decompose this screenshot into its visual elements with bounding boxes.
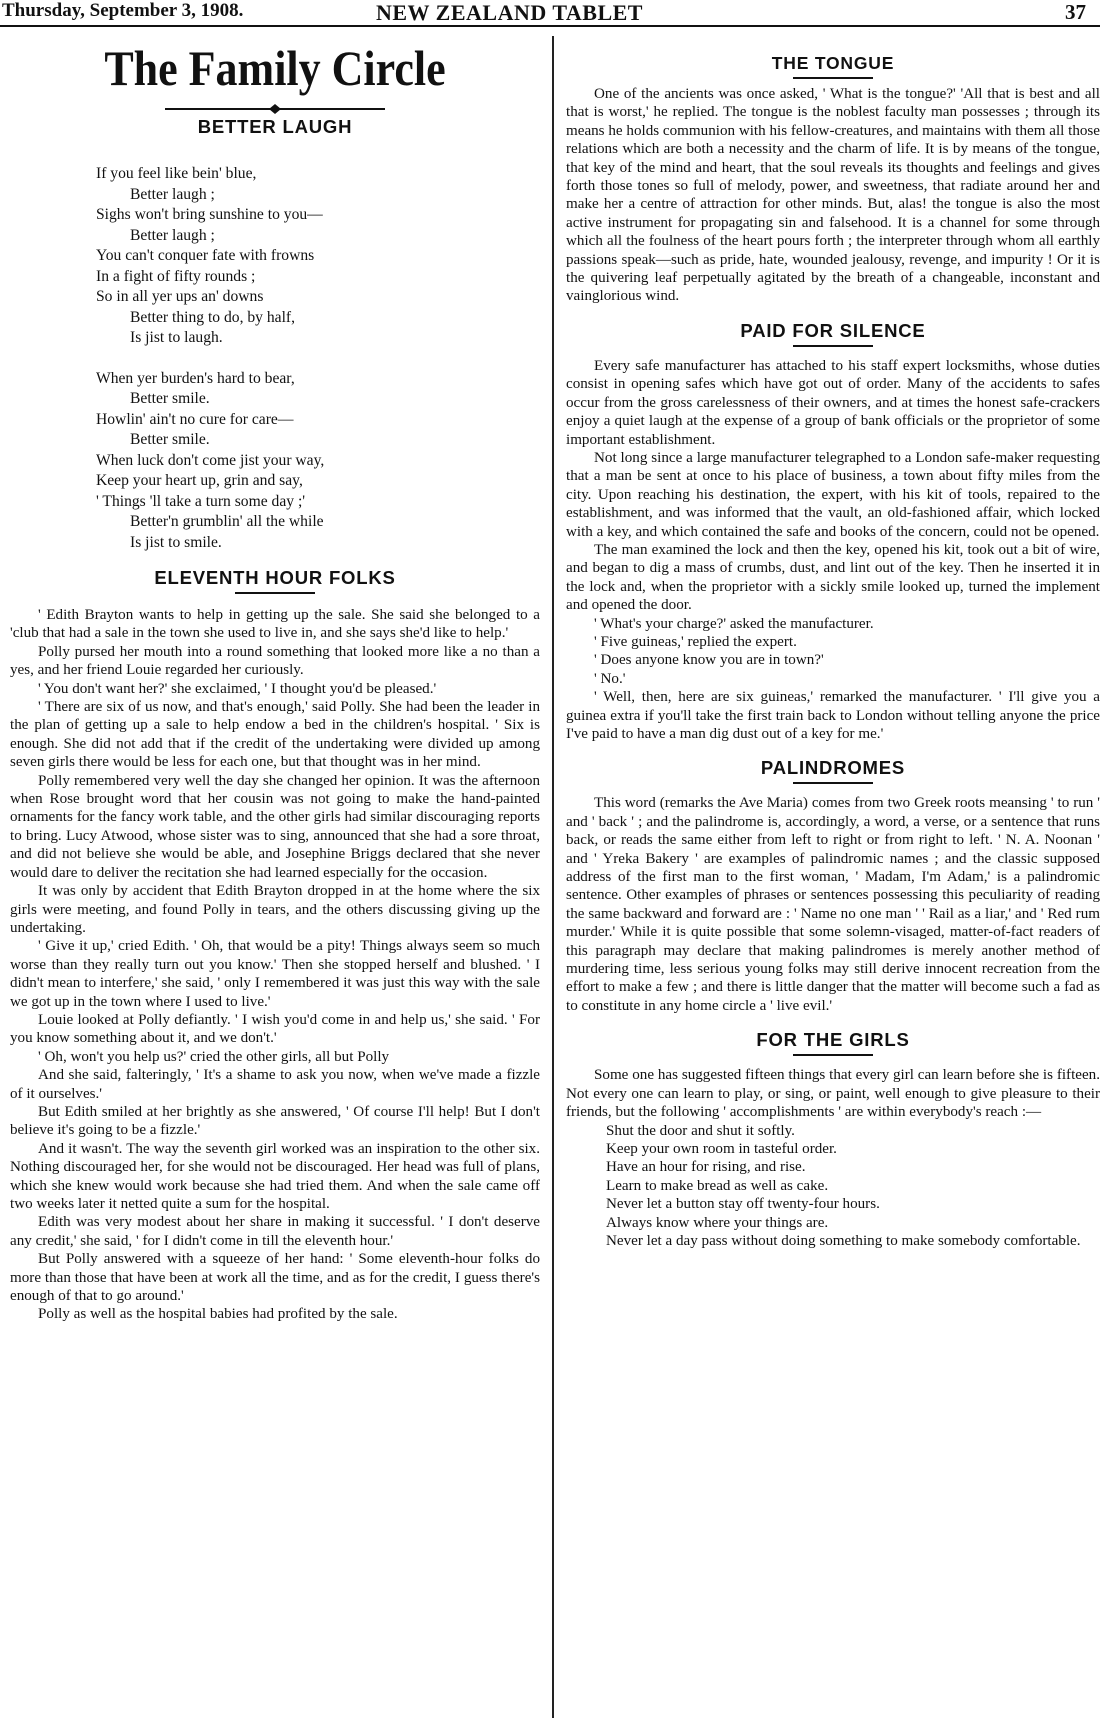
poem-line: Better laugh ; — [130, 226, 215, 244]
poem-line: When yer burden's hard to bear, — [96, 369, 295, 387]
palindromes-heading: PALINDROMES — [760, 757, 906, 779]
tongue-heading: THE TONGUE — [771, 53, 895, 73]
accomplishment-item: Learn to make bread as well as cake. — [606, 1177, 829, 1194]
story-paragraph: ' Oh, won't you help us?' cried the other girls, all but Polly — [38, 1048, 390, 1065]
poem-line: Howlin' ain't no cure for care— — [96, 410, 294, 428]
poem-line: So in all yer ups an' downs — [96, 288, 264, 305]
silence-paragraph: ' No.' — [594, 670, 626, 687]
silence-paragraph: The man examined the lock and then the key, opened his kit, took out a bit of wire, and began to dig a mass of crumbs, dust, and lint out of the key. Then he inserted it in the lock and, when the proprietor with a sickly smile looked up, turned the implement and opened the door. — [566, 541, 1100, 614]
story-paragraph: ' You don't want her?' she exclaimed, ' I thought you'd be pleased.' — [38, 680, 437, 697]
heading-rule — [235, 592, 315, 594]
palindromes-paragraph: This word (remarks the Ave Maria) comes from two Greek roots meansing ' to run ' and ' back ' ; and the palindrome is, accordingly, a word, a verse, or a sentence that runs back, or reads the same either from left to right or from right to left. ' N. A. Noonan ' and ' Yreka Bakery ' are examples of palindromic names ; and the classic supposed address of the first man to the first woman, ' Madam, I'm Adam,' is a palindromic sentence. Other examples of phrases or sentences possessing this peculiarity of reading the same backward and forward are : ' Name no one man ' ' Rail as a liar,' and ' Red rum murder.' While it is quite possible that some solemn-visaged, matter-of-fact readers of this paragraph may declare that making palindromes is merely another method of murdering time, less serious young folks may still derive innocent recreation from the effort to make a few ; and there is little danger that the matter will become such a fad as to constitute in any home circle a ' live evil.' — [566, 795, 1100, 1014]
poem-line: Better'n grumblin' all the while — [130, 513, 324, 530]
story-paragraph: Polly pursed her mouth into a round something that looked more like a no than a yes, and her friend Louie regarded her curiously. — [10, 643, 540, 679]
silence-paragraph: Not long since a large manufacturer telegraphed to a London safe-maker requesting that a man be sent at once to his place of business, a town about fifty miles from the city. Upon reaching his destination, the expert, with his kit of tools, repaired to the establishment, and was informed that the vault, an old-fashioned affair, which locked with a key, and which contained the safe and books of the concern, could not be opened. — [566, 449, 1100, 540]
story-paragraph: It was only by accident that Edith Brayton dropped in at the home where the six girls were meeting, and found Polly in tears, and the others discussing giving up the undertaking. — [10, 883, 540, 936]
heading-rule — [793, 77, 873, 79]
diamond-rule-ornament — [165, 104, 385, 114]
poem-line: In a fight of fifty rounds ; — [96, 267, 256, 285]
accomplishment-item: Have an hour for rising, and rise. — [606, 1159, 806, 1176]
silence-paragraph: ' Five guineas,' replied the expert. — [594, 633, 797, 650]
poem-line: Is jist to laugh. — [130, 329, 223, 346]
tongue-paragraph: One of the ancients was once asked, ' What is the tongue?' 'All that is best and all that is worst,' he replied. The tongue is the noblest faculty man possesses ; through its means he holds communion with his fellow-creatures, and maintains with them all those relations which are both a necessity and the charm of life. It is by means of the tongue, that key of the mind and heart, that the soul reveals its thoughts and feelings and gives forth those tones so full of melody, power, and sweetness, that radiate around her and make her a centre of attraction for other minds. But, alas! the tongue is also the most active instrument for propagating sin and falsehood. It is a channel for some through which all the foulness of the heart pours forth ; the interpreter through whom all earthly passions speak—such as pride, hate, wounded jealousy, revenge, and impurity ! Or it is the quivering leaf perpetually agitated by the breath of a changeable, inconstant and vainglorious wind. — [566, 86, 1100, 305]
accomplishment-item: Shut the door and shut it softly. — [606, 1122, 795, 1139]
column-divider — [552, 36, 554, 1718]
poem-line: You can't conquer fate with frowns — [96, 247, 315, 264]
silence-body — [566, 357, 1100, 744]
left-column — [10, 30, 540, 1718]
issue-date: Thursday, September 3, 1908. — [2, 0, 244, 21]
story-paragraph: Louie looked at Polly defiantly. ' I wish you'd come in and help us,' she said. ' For you know something about it, and we don't.' — [10, 1011, 540, 1047]
story-paragraph: ' Edith Brayton wants to help in getting up the sale. She said she belonged to a 'club that had a sale in the town she used to live in, and she says she'd like to help.' — [10, 607, 540, 642]
heading-rule — [793, 782, 873, 784]
poem — [96, 164, 540, 553]
accomplishment-item: Never let a day pass without doing something to make somebody comfortable. — [606, 1232, 1081, 1249]
poem-line: When luck don't come jist your way, — [96, 451, 325, 469]
accomplishment-item: Always know where your things are. — [606, 1214, 829, 1231]
girls-intro: Some one has suggested fifteen things that every girl can learn before she is fifteen. Not every one can learn to play, or sing, or paint, well enough to give pleasure to their friends, but the following ' accomplishments ' are within everybody's reach :— — [566, 1067, 1100, 1121]
story-body — [10, 606, 540, 1324]
silence-paragraph: ' Does anyone know you are in town?' — [594, 652, 824, 669]
heading-rule — [793, 345, 873, 347]
story-paragraph: ' There are six of us now, and that's enough,' said Polly. She had been the leader in the plan of getting up a sale to help endow a bed in the children's hospital. ' Six is enough. She did not add that if the credit of the undertaking were divided up among seven girls there would be less for each one, but that thought was in her mind. — [10, 699, 540, 771]
poem-line: ' Things 'll take a turn some day ;' — [96, 492, 306, 510]
accomplishment-item: Keep your own room in tasteful order. — [606, 1140, 837, 1157]
silence-paragraph: ' What's your charge?' asked the manufacturer. — [594, 615, 874, 632]
poem-line: Better smile. — [130, 431, 210, 448]
silence-heading: PAID FOR SILENCE — [740, 319, 926, 341]
girls-heading: FOR THE GIRLS — [756, 1029, 910, 1051]
silence-paragraph: ' Well, then, here are six guineas,' remarked the manufacturer. ' I'll give you a guinea extra if you'll take the first train back to London without telling anyone the price I've paid to have a man dig dust out of a key for me.' — [566, 689, 1100, 742]
masthead-rule — [0, 25, 1100, 27]
story-paragraph: Edith was very modest about her share in making it successful. ' I don't deserve any credit,' she said, ' for I didn't come in till the eleventh hour.' — [10, 1214, 540, 1249]
story-paragraph: And she said, falteringly, ' It's a shame to ask you now, when we've made a fizzle of it ourselves.' — [10, 1067, 540, 1102]
poem-line: If you feel like bein' blue, — [96, 165, 257, 182]
palindromes-body — [566, 794, 1100, 1015]
poem-line: Is jist to smile. — [130, 533, 222, 551]
accomplishments-list — [566, 1122, 1100, 1251]
story-paragraph: Polly remembered very well the day she changed her opinion. It was the afternoon when Rose brought word that her cousin was not going to make the hand-painted ornaments for the fancy work table, and the other girls had similar discouraging reports to bring. Lucy Atwood, whose sister was to sing, announced that she had a sore throat, and did not believe she would be able, and Josephine Briggs declared that she never would dare to deliver the recitation she had learned especially for the occasion. — [10, 772, 540, 881]
story-paragraph: Polly as well as the hospital babies had profited by the sale. — [38, 1306, 398, 1323]
page-title: The Family Circle — [104, 40, 446, 96]
tongue-body — [566, 85, 1100, 306]
poem-line: Better thing to do, by half, — [130, 308, 296, 326]
poem-line: Sighs won't bring sunshine to you— — [96, 206, 323, 223]
poem-line: Keep your heart up, grin and say, — [96, 472, 303, 489]
poem-line: Better laugh ; — [130, 185, 215, 203]
story-paragraph: And it wasn't. The way the seventh girl worked was an inspiration to the other six. Nothing discouraged her, for she would not be discouraged. Her head was full of plans, which she knew would work because she had tried them. And when the sale came off two weeks later it netted quite a sum for the hospital. — [10, 1140, 540, 1212]
right-column — [566, 30, 1100, 1718]
heading-rule — [793, 1054, 873, 1056]
page-number: 37 — [1065, 0, 1086, 24]
publication-title: NEW ZEALAND TABLET — [376, 0, 643, 25]
story-paragraph: ' Give it up,' cried Edith. ' Oh, that would be a pity! Things always seem so much worse than they really turn out you know.' Then she stopped herself and blushed. ' I didn't mean to interfere,' she said, ' only I remembered it was just this way with the sale we got up in the town where I used to live.' — [10, 938, 540, 1010]
story-heading: ELEVENTH HOUR FOLKS — [154, 567, 396, 588]
story-paragraph: But Polly answered with a squeeze of her hand: ' Some eleventh-hour folks do more than those that have been at work all the time, and as for the credit, I guess there's enough of that to go around.' — [10, 1251, 540, 1305]
poem-heading: BETTER LAUGH — [197, 116, 353, 137]
masthead — [0, 0, 1114, 24]
poem-line: Better smile. — [130, 390, 210, 407]
silence-paragraph: Every safe manufacturer has attached to his staff expert locksmiths, whose duties consist in opening safes which have got out of order. Many of the accidents to safes occur from the gross carelessness of their owners, and at times the honest safe-crackers enjoy a quiet laugh at the expense of a group of bank officials or the proprietor of some important establishment. — [566, 357, 1100, 448]
story-paragraph: But Edith smiled at her brightly as she answered, ' Of course I'll help! But I don't believe it's going to be a fizzle.' — [10, 1103, 540, 1139]
accomplishment-item: Never let a button stay off twenty-four hours. — [606, 1196, 880, 1213]
